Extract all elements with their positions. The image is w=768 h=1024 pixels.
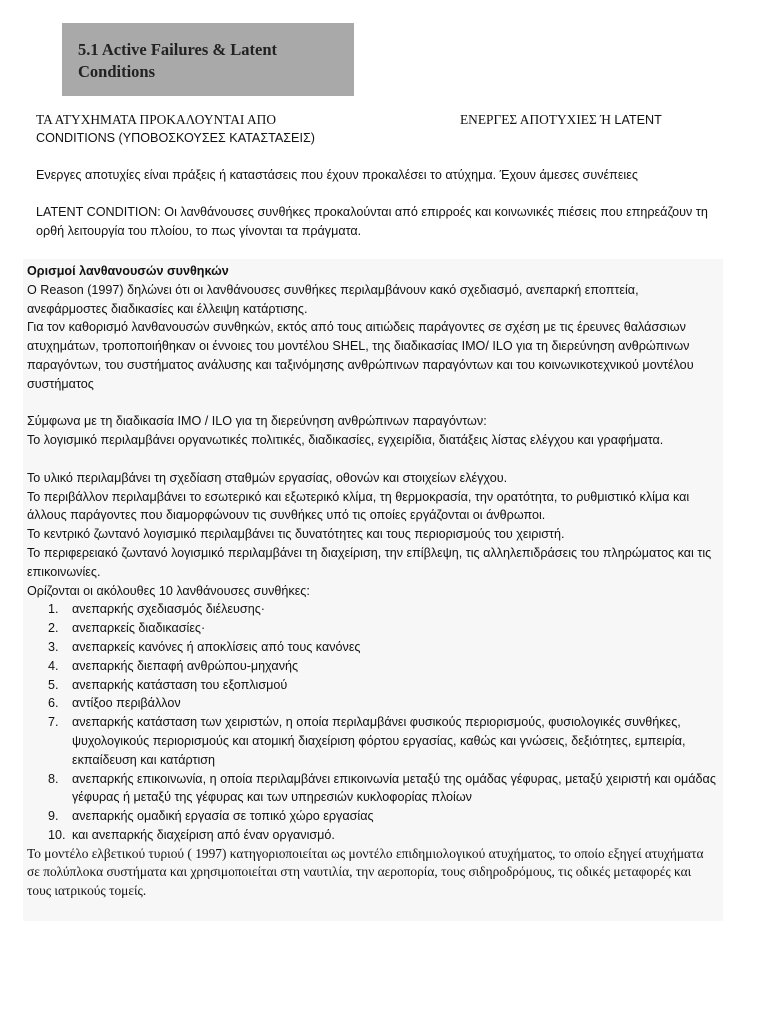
intro-heading-right-text: ΕΝΕΡΓΕΣ ΑΠΟΤΥΧΙΕΣ Ή: [460, 112, 611, 127]
list-text: ανεπαρκής ομαδική εργασία σε τοπικό χώρο εργασίας: [72, 809, 374, 824]
list-number: 2.: [48, 621, 59, 636]
list-number: 9.: [48, 809, 59, 824]
list-number: 3.: [48, 639, 59, 654]
definitions-heading: Ορισμοί λανθανουσών συνθηκών: [27, 264, 229, 278]
list-text: αντίξοο περιβάλλον: [72, 696, 181, 711]
latent-conditions-intro: Ορίζονται οι ακόλουθες 10 λανθάνουσες συνθήκες:: [27, 583, 310, 598]
definitions-section: [27, 262, 719, 900]
spacer: [27, 450, 719, 469]
list-item: [48, 676, 719, 695]
environment-paragraph: Το περιβάλλον περιλαμβάνει το εσωτερικό και εξωτερικό κλίμα, τη θερμοκρασία, την ορατότητα, το ρυθμιστικό κλίμα και άλλους παράγοντες που διαμορφώνουν τις συνθήκες υπό τις οποίες εργάζονται οι άνθρωποι.: [27, 489, 690, 523]
intro-heading-right: [460, 110, 662, 130]
list-number: 7.: [48, 715, 59, 730]
list-item: [48, 713, 719, 769]
intro-section: [36, 110, 736, 259]
section-title: 5.1 Active Failures & Latent Conditions: [78, 40, 278, 81]
list-text: ανεπαρκής κατάσταση των χειριστών, η οποία περιλαμβάνει φυσικούς περιορισμούς, φυσιολογικές συνθήκες, ψυχολογικούς περιορισμούς και ατομική διαχείριση φόρτου εργασίας, καθώς και γνώσεις, δεξιότητες, εμπειρία, εκπαίδευση και κατάρτιση: [72, 715, 686, 767]
section-title-box: [62, 23, 354, 96]
list-item: [48, 826, 719, 845]
intro-heading-line1: [36, 110, 736, 129]
spacer: [27, 394, 719, 413]
list-number: 5.: [48, 677, 59, 692]
list-number: 10.: [48, 827, 66, 842]
active-failures-paragraph: Ενεργες αποτυχίες είναι πράξεις ή καταστάσεις που έχουν προκαλέσει το ατύχημα. Έχουν άμεσες συνέπειες: [36, 168, 638, 182]
hardware-paragraph: Το υλικό περιλαμβάνει τη σχεδίαση σταθμών εργασίας, οθονών και στοιχείων ελέγχου.: [27, 470, 508, 485]
shel-paragraph: Για τον καθορισμό λανθανουσών συνθηκών, εκτός από τους αιτιώδεις παράγοντες σε σχέση με τις έρευνες θαλάσσιων ατυχημάτων, τροποποιήθηκαν οι έννοιες του μοντέλου SHEL, της διαδικασίας IMO/ ILO για τη διερεύνηση ανθρώπινων παραγόντων, του συστήματος ανάλυσης και ταξινόμησης ανθρώπινων παραγόντων και του κοινωνικοτεχνικού μοντέλου συστήματος: [27, 320, 694, 391]
list-item: [48, 619, 719, 638]
list-text: και ανεπαρκής διαχείριση από έναν οργανισμό.: [72, 827, 335, 842]
imo-ilo-paragraph: Σύμφωνα με τη διαδικασία IMO / ILO για τη διερεύνηση ανθρώπινων παραγόντων:: [27, 414, 487, 429]
list-item: [48, 600, 719, 619]
list-item: [48, 638, 719, 657]
list-text: ανεπαρκείς διαδικασίες·: [72, 621, 206, 636]
reason-paragraph: Ο Reason (1997) δηλώνει ότι οι λανθάνουσες συνθήκες περιλαμβάνουν κακό σχεδιασμό, ανεπαρκή εποπτεία, ανεφάρμοστες διαδικασίες και έλλειψη κατάρτισης.: [27, 282, 639, 316]
list-item: [48, 694, 719, 713]
intro-heading-left: ΤΑ ΑΤΥΧΗΜΑΤΑ ΠΡΟΚΑΛΟΥΝΤΑΙ ΑΠΟ: [36, 112, 277, 127]
latent-condition-paragraph: LATENT CONDITION: Οι λανθάνουσες συνθήκες προκαλούνται από επιρροές και κοινωνικές πιέσεις που επηρεάζουν τη ορθή λειτουργία του πλοίου, το πως γίνονται τα πράγματα.: [36, 205, 708, 238]
intro-heading-line2: CONDITIONS (ΥΠΟΒΟΣΚΟΥΣΕΣ ΚΑΤΑΣΤΑΣΕΙΣ): [36, 131, 315, 145]
list-number: 4.: [48, 658, 59, 673]
swiss-cheese-paragraph: Το μοντέλο ελβετικού τυριού ( 1997) κατηγοριοποιείται ως μοντέλο επιδημιολογικού ατυχήματος, το οποίο εξηγεί ατυχήματα σε πολύπλοκα συστήματα και χρησιμοποιείται στη ναυτιλία, την αεροπορία, τους σιδηροδρόμους, τις οδικές μεταφορές και τους ιατρικούς τομείς.: [27, 845, 704, 898]
software-paragraph: Το λογισμικό περιλαμβάνει οργανωτικές πολιτικές, διαδικασίες, εγχειρίδια, διατάξεις λίστας ελέγχου και γραφήματα.: [27, 433, 664, 448]
list-number: 1.: [48, 602, 59, 617]
peripheral-liveware-paragraph: Το περιφερειακό ζωντανό λογισμικό περιλαμβάνει τη διαχείριση, την επίβλεψη, τις αλληλεπιδράσεις του πληρώματος και τις επικοινωνίες.: [27, 545, 712, 579]
list-text: ανεπαρκής επικοινωνία, η οποία περιλαμβάνει επικοινωνία μεταξύ της ομάδας γέφυρας, μεταξύ χειριστή και ομάδας γέφυρας ή μεταξύ της γέφυρας και των υπηρεσιών κυκλοφορίας πλοίων: [72, 771, 716, 805]
list-number: 8.: [48, 771, 59, 786]
list-text: ανεπαρκής κατάσταση του εξοπλισμού: [72, 677, 288, 692]
list-text: ανεπαρκής διεπαφή ανθρώπου-μηχανής: [72, 658, 299, 673]
latent-conditions-list: [27, 600, 719, 844]
list-item: [48, 657, 719, 676]
list-item: [48, 807, 719, 826]
intro-heading-right-tail: LATENT: [610, 113, 662, 127]
list-item: [48, 770, 719, 808]
list-text: ανεπαρκής σχεδιασμός διέλευσης·: [72, 602, 265, 617]
list-number: 6.: [48, 696, 59, 711]
central-liveware-paragraph: Το κεντρικό ζωντανό λογισμικό περιλαμβάνει τις δυνατότητες και τους περιορισμούς του χειριστή.: [27, 527, 565, 542]
list-text: ανεπαρκείς κανόνες ή αποκλίσεις από τους κανόνες: [72, 639, 361, 654]
